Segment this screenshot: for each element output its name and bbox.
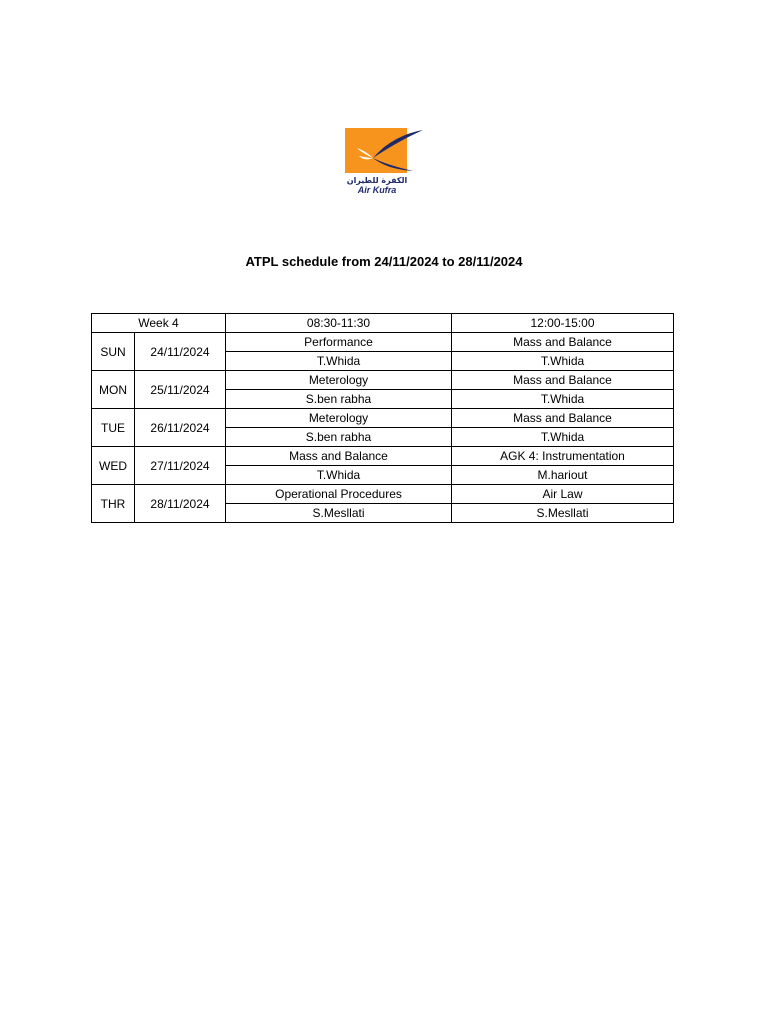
table-row — [92, 333, 674, 352]
morning-instructor-cell: S.ben rabha — [226, 428, 452, 447]
day-cell: TUE — [92, 409, 135, 447]
afternoon-instructor-cell: M.hariout — [452, 466, 674, 485]
date-cell: 27/11/2024 — [135, 447, 226, 485]
bird-swoosh-icon — [345, 128, 425, 174]
morning-subject-cell: Performance — [226, 333, 452, 352]
logo-english-name: Air Kufra — [357, 185, 397, 195]
morning-subject-cell: Meterology — [226, 409, 452, 428]
afternoon-subject-cell: AGK 4: Instrumentation — [452, 447, 674, 466]
table-row — [92, 485, 674, 504]
table-row — [92, 371, 674, 390]
week-label: Week 4 — [92, 314, 226, 333]
morning-instructor-cell: T.Whida — [226, 466, 452, 485]
date-cell: 28/11/2024 — [135, 485, 226, 523]
day-cell: MON — [92, 371, 135, 409]
schedule-table — [91, 313, 674, 523]
morning-instructor-cell: S.ben rabha — [226, 390, 452, 409]
afternoon-subject-cell: Air Law — [452, 485, 674, 504]
morning-instructor-cell: S.Mesllati — [226, 504, 452, 523]
table-header-row — [92, 314, 674, 333]
table-row — [92, 409, 674, 428]
page-title: ATPL schedule from 24/11/2024 to 28/11/2024 — [245, 254, 523, 269]
logo-arabic-name: الكفرة للطيران — [346, 176, 408, 185]
company-logo — [345, 128, 425, 198]
morning-instructor-cell: T.Whida — [226, 352, 452, 371]
afternoon-subject-cell: Mass and Balance — [452, 333, 674, 352]
slot-morning-header: 08:30-11:30 — [226, 314, 452, 333]
afternoon-instructor-cell: T.Whida — [452, 390, 674, 409]
date-cell: 25/11/2024 — [135, 371, 226, 409]
morning-subject-cell: Operational Procedures — [226, 485, 452, 504]
afternoon-instructor-cell: T.Whida — [452, 352, 674, 371]
day-cell: WED — [92, 447, 135, 485]
afternoon-instructor-cell: S.Mesllati — [452, 504, 674, 523]
table-row — [92, 447, 674, 466]
afternoon-subject-cell: Mass and Balance — [452, 409, 674, 428]
slot-afternoon-header: 12:00-15:00 — [452, 314, 674, 333]
morning-subject-cell: Mass and Balance — [226, 447, 452, 466]
day-cell: THR — [92, 485, 135, 523]
date-cell: 24/11/2024 — [135, 333, 226, 371]
afternoon-subject-cell: Mass and Balance — [452, 371, 674, 390]
day-cell: SUN — [92, 333, 135, 371]
morning-subject-cell: Meterology — [226, 371, 452, 390]
date-cell: 26/11/2024 — [135, 409, 226, 447]
afternoon-instructor-cell: T.Whida — [452, 428, 674, 447]
